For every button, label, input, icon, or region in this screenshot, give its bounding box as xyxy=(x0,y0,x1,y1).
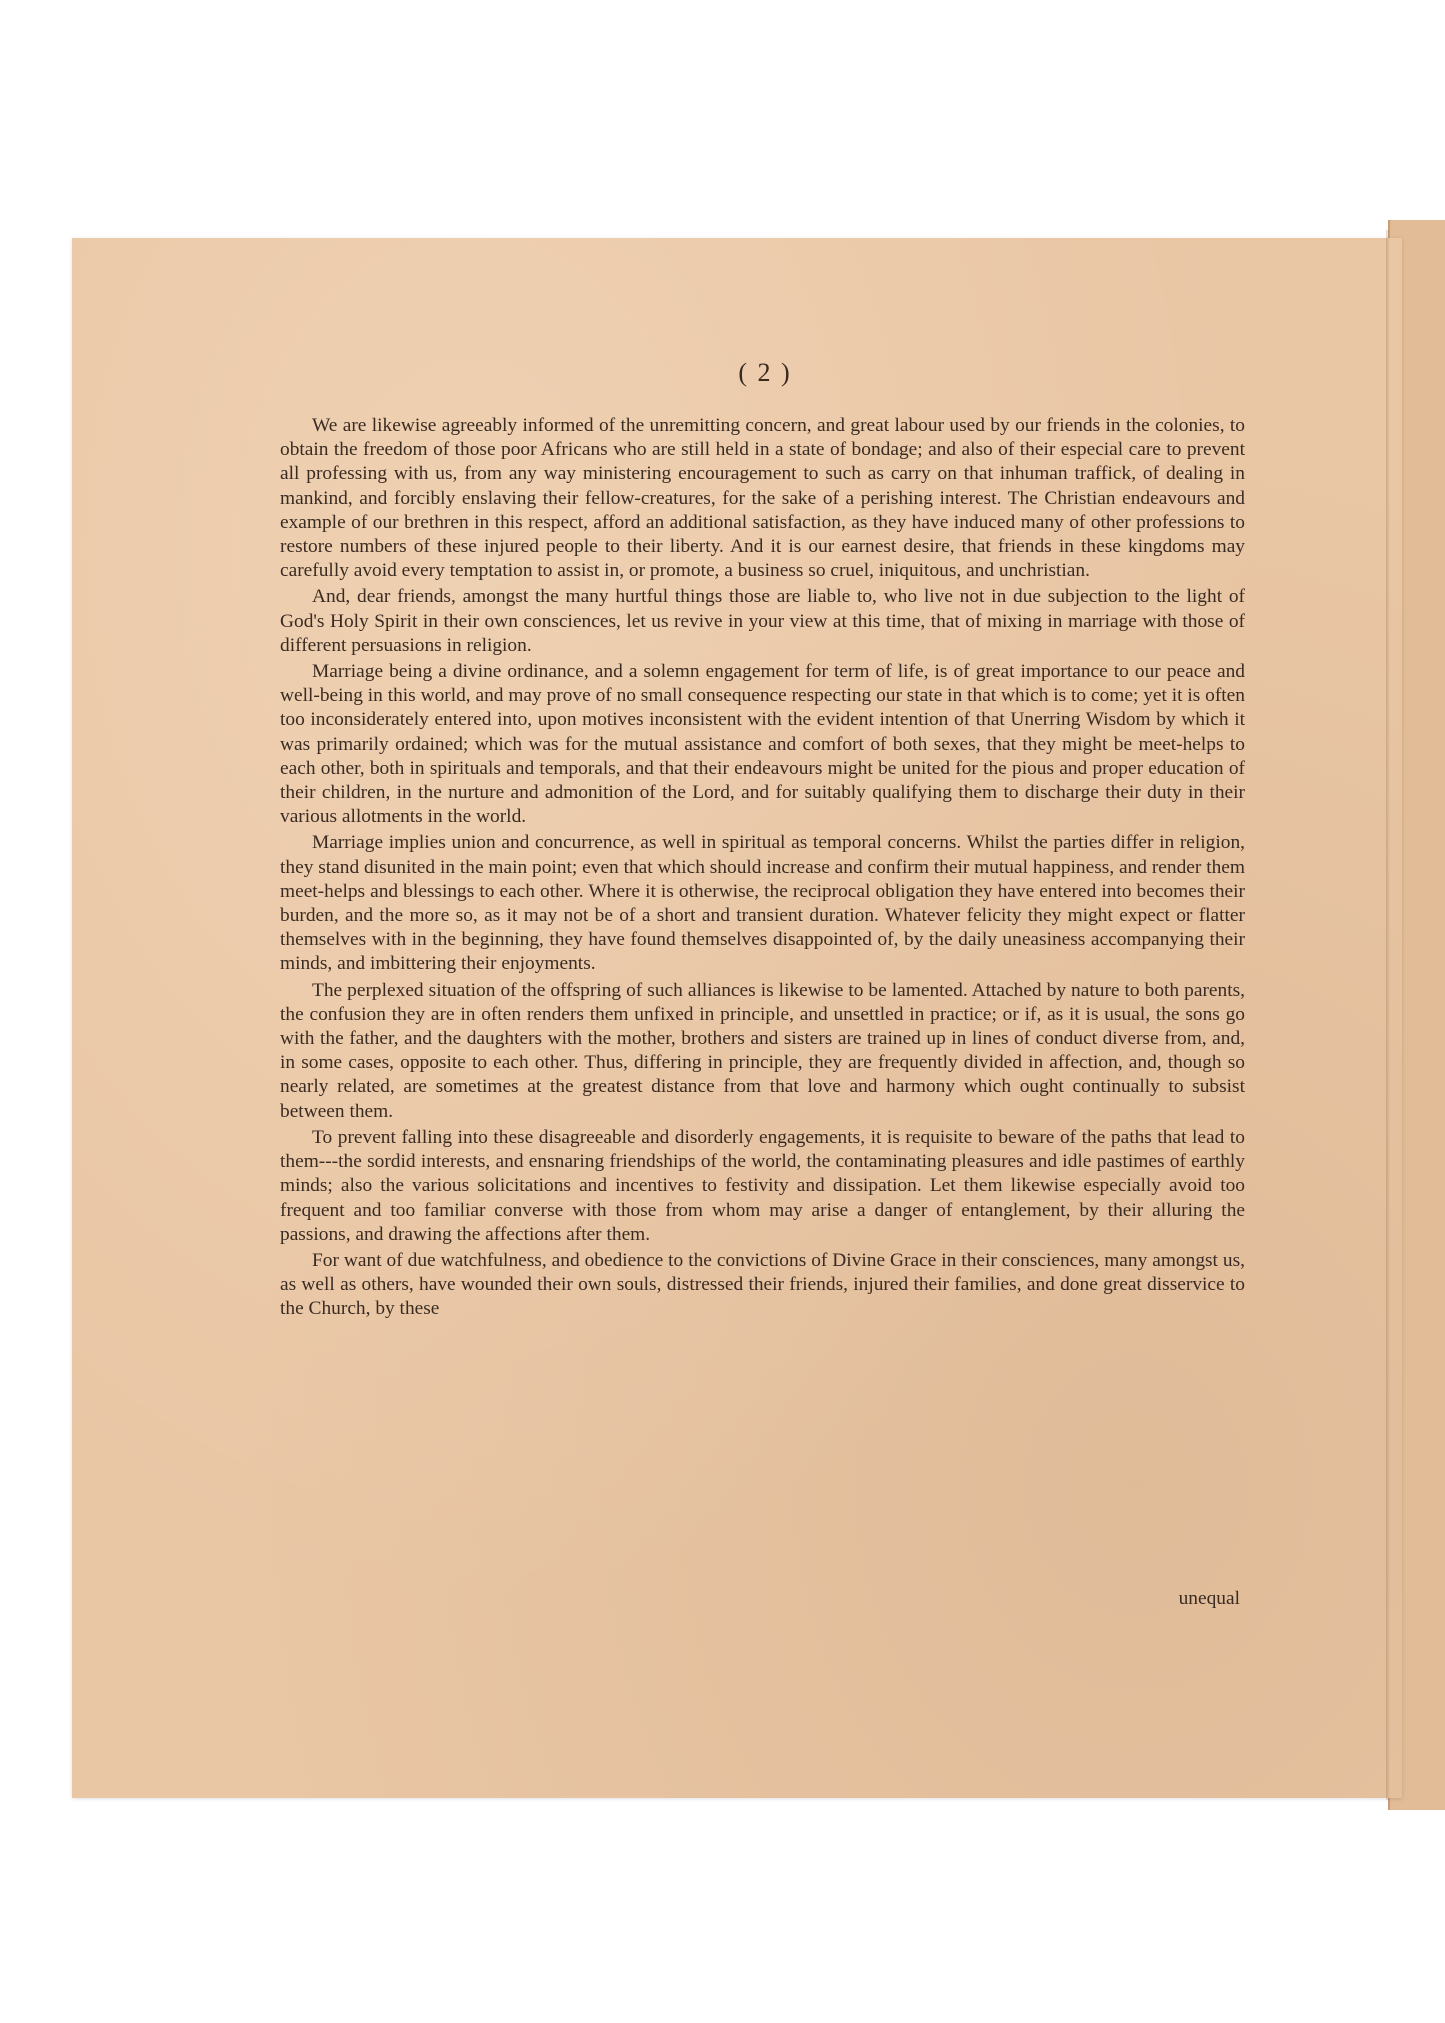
body-text xyxy=(280,414,1245,1324)
paragraph-offspring: The perplexed situation of the offspring of such alliances is likewise to be lamented. Attached by nature to both parents, the confusion they are in often renders them unfixed in principle, and unsettled in practice; or if, as it is usual, the sons go with the father, and the daughters with the mother, brothers and sisters are trained up in lines of conduct diverse from, and, in some cases, opposite to each other. Thus, differing in principle, they are frequently divided in affection, and, though so nearly related, are sometimes at the greatest distance from that love and harmony which ought continually to subsist between them. xyxy=(280,979,1245,1122)
paragraph-marriage-union: Marriage implies union and concurrence, as well in spiritual as temporal concerns. Whilst the parties differ in religion, they stand disunited in the main point; even that which should increase and confirm their mutual happiness, and render them meet-helps and blessings to each other. Where it is otherwise, the reciprocal obligation they have entered into becomes their burden, and the more so, as it may not be of a short and transient duration. Whatever felicity they might expect or flatter themselves with in the beginning, they have found themselves disappointed of, by the daily uneasiness accompanying their minds, and imbittering their enjoyments. xyxy=(280,832,1245,975)
paragraph-dear-friends: And, dear friends, amongst the many hurtful things those are liable to, who live not in due subjection to the light of God's Holy Spirit in their own consciences, let us revive in your view at this time, that of mixing in marriage with those of different persuasions in religion. xyxy=(280,586,1245,656)
paragraph-africans: We are likewise agreeably informed of the unremitting concern, and great labour used by our friends in the colonies, to obtain the freedom of those poor Africans who are still held in a state of bondage; and also of their especial care to prevent all professing with us, from any way ministering encouragement to such as carry on that inhuman traffick, of dealing in mankind, and forcibly enslaving their fellow-creatures, for the sake of a perishing interest. The Christian endeavours and example of our brethren in this respect, afford an additional satisfaction, as they have induced many of other professions to restore numbers of these injured people to their liberty. And it is our earnest desire, that friends in these kingdoms may carefully avoid every temptation to assist in, or promote, a business so cruel, iniquitous, and unchristian. xyxy=(280,415,1245,582)
page-number: ( 2 ) xyxy=(738,358,792,387)
paragraph-prevention: To prevent falling into these disagreeable and disorderly engagements, it is requisite to beware of the paths that lead to them---the sordid interests, and ensnaring friendships of the world, the contaminating pleasures and idle pastimes of earthly minds; also the various solicitations and incentives to festivity and dissipation. Let them likewise especially avoid too frequent and too familiar converse with those from whom may arise a danger of entanglement, by their alluring the passions, and drawing the affections after them. xyxy=(280,1126,1245,1245)
catchword: unequal xyxy=(1178,1588,1240,1609)
page-fold-shadow xyxy=(1386,230,1390,1800)
paragraph-watchfulness: For want of due watchfulness, and obedience to the convictions of Divine Grace in their consciences, many amongst us, as well as others, have wounded their own souls, distressed their friends, injured their families, and done great disservice to the Church, by these xyxy=(280,1249,1245,1320)
paragraph-marriage-ordinance: Marriage being a divine ordinance, and a solemn engagement for term of life, is of great importance to our peace and well-being in this world, and may prove of no small consequence respecting our state in that which is to come; yet it is often too inconsiderately entered into, upon motives inconsistent with the evident intention of that Unerring Wisdom by which it was primarily ordained; which was for the mutual assistance and comfort of both sexes, that they might be meet-helps to each other, both in spirituals and temporals, and that their endeavours might be united for the pious and proper education of their children, in the nurture and admonition of the Lord, and for suitably qualifying them to discharge their duty in their various allotments in the world. xyxy=(280,661,1245,828)
